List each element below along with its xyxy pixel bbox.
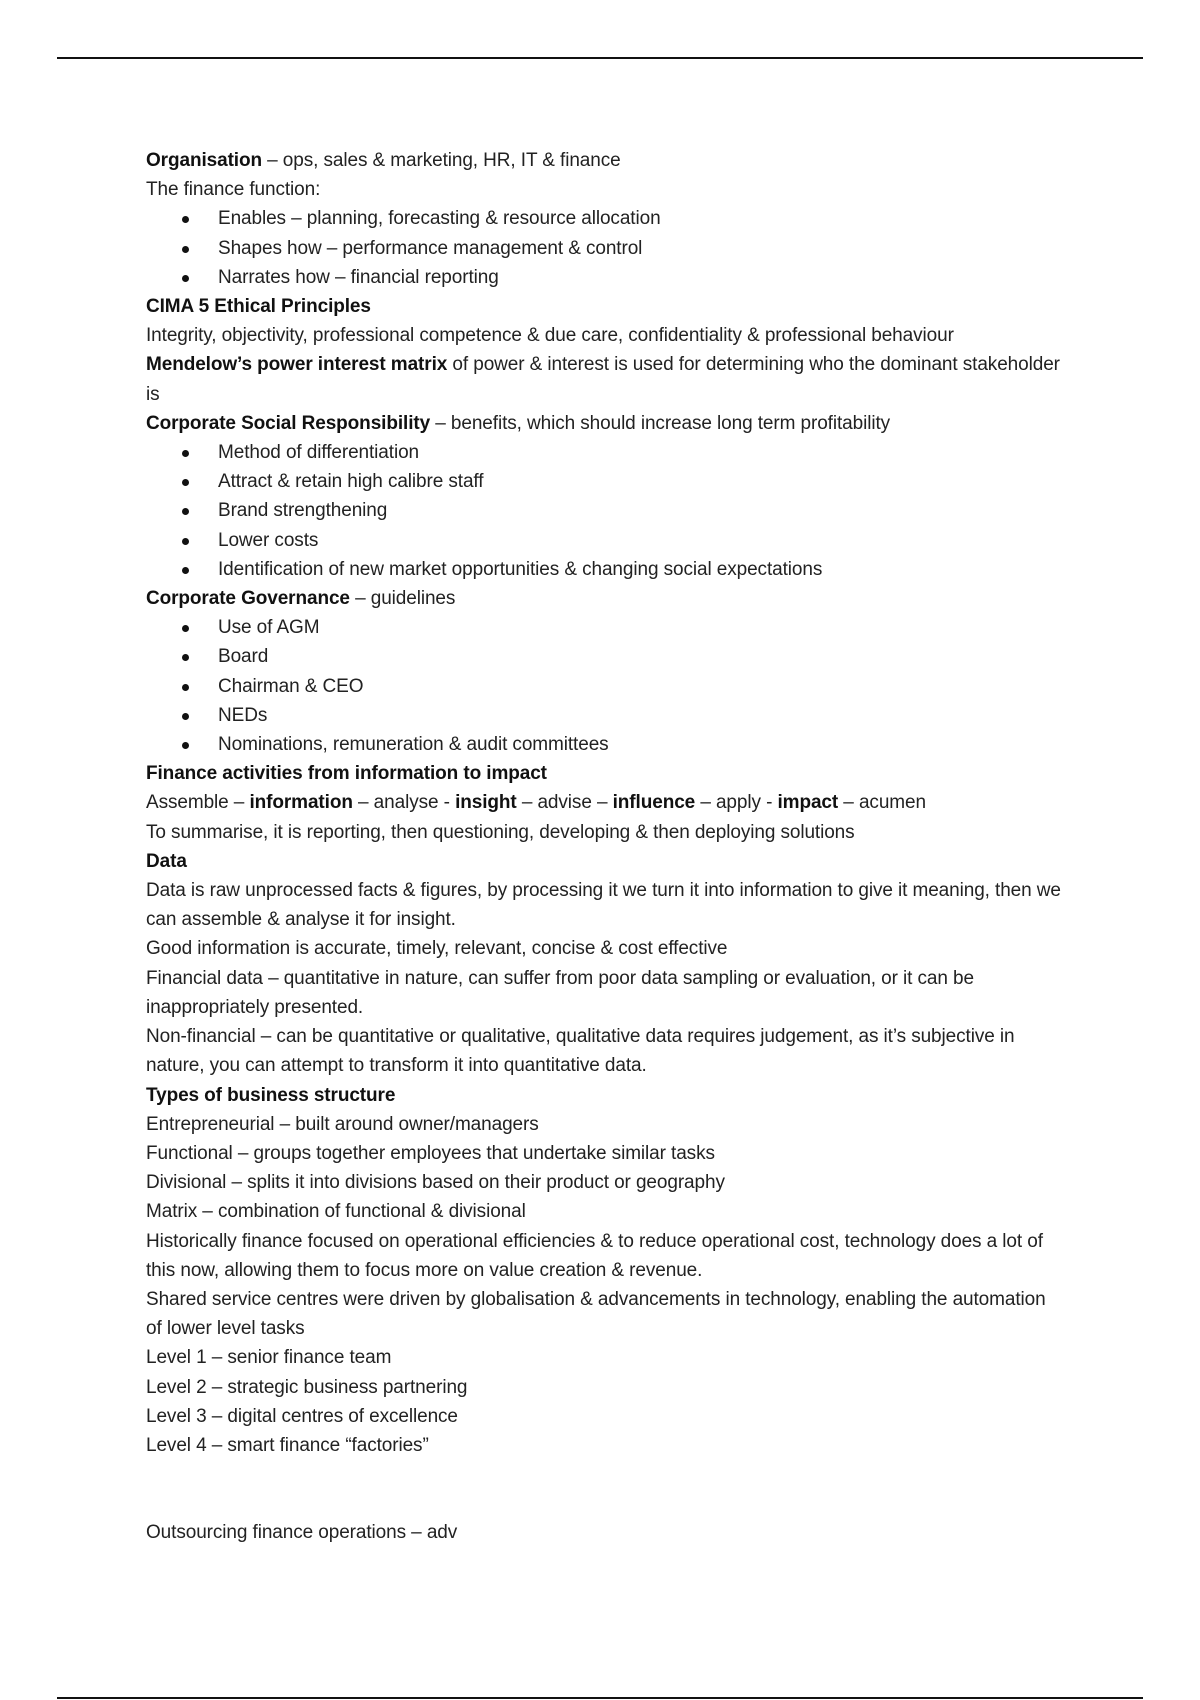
mendelow-text: of power & interest is used for determining who the dominant stakeholder is: [146, 354, 1060, 405]
structure-paragraph: Divisional – splits it into divisions based on their product or geography: [146, 1172, 725, 1194]
governance-list: [146, 613, 1066, 759]
ethics-text: Integrity, objectivity, professional competence & due care, confidentiality & professional behaviour: [146, 325, 954, 347]
bullet-icon: [182, 713, 189, 720]
bottom-rule: [57, 1697, 1143, 1699]
organisation-heading: Organisation: [146, 150, 262, 171]
list-item: Use of AGM: [146, 613, 1066, 642]
bullet-icon: [182, 538, 189, 545]
mendelow-heading: Mendelow’s power interest matrix: [146, 354, 448, 376]
csr-text: – benefits, which should increase long term profitability: [430, 412, 891, 434]
governance-text: – guidelines: [349, 588, 456, 610]
bullet-icon: [182, 246, 189, 253]
top-rule: [57, 57, 1143, 59]
data-paragraph: Financial data – quantitative in nature, can suffer from poor data sampling or evaluation, or it can be inappropriately presented.: [146, 967, 974, 1018]
structure-paragraph: Entrepreneurial – built around owner/managers: [146, 1113, 539, 1135]
governance-heading: Corporate Governance: [146, 588, 350, 610]
bullet-icon: [182, 654, 189, 661]
list-item: Brand strengthening: [146, 496, 1066, 525]
structure-heading: Types of business structure: [146, 1084, 396, 1106]
structure-paragraph: Matrix – combination of functional & divisional: [146, 1201, 526, 1223]
data-paragraph: Non-financial – can be quantitative or qualitative, qualitative data requires judgement, as it’s subjective in nature, you can attempt to transform it into quantitative data.: [146, 1026, 1015, 1077]
finance-activities-chain: Assemble – information – analyse - insight – advise – influence – apply - impact – acumen: [146, 792, 926, 814]
bullet-icon: [182, 567, 189, 574]
list-item: Identification of new market opportunities & changing social expectations: [146, 555, 1066, 584]
bullet-icon: [182, 625, 189, 632]
list-item: Narrates how – financial reporting: [146, 263, 1066, 292]
finance-function-intro: The finance function:: [146, 179, 321, 201]
data-paragraph: Data is raw unprocessed facts & figures, by processing it we turn it into information to give it meaning, then we can assemble & analyse it for insight.: [146, 880, 1061, 931]
list-item: Enables – planning, forecasting & resource allocation: [146, 204, 1066, 233]
structure-paragraph: Level 3 – digital centres of excellence: [146, 1405, 458, 1427]
structure-paragraph: Level 1 – senior finance team: [146, 1347, 392, 1369]
csr-list: [146, 438, 1066, 584]
governance-line: [146, 584, 1066, 613]
list-item: NEDs: [146, 701, 1066, 730]
data-heading: Data: [146, 850, 187, 872]
list-item: Attract & retain high calibre staff: [146, 467, 1066, 496]
bullet-icon: [182, 684, 189, 691]
ethics-heading: CIMA 5 Ethical Principles: [146, 296, 371, 318]
list-item: Nominations, remuneration & audit committees: [146, 730, 1066, 759]
finance-function-list: [146, 204, 1066, 292]
bullet-icon: [182, 275, 189, 282]
bullet-icon: [182, 742, 189, 749]
mendelow-paragraph: [146, 350, 1066, 408]
structure-paragraph: Shared service centres were driven by globalisation & advancements in technology, enabling the automation of lower level tasks: [146, 1288, 1046, 1340]
structure-paragraph: Functional – groups together employees that undertake similar tasks: [146, 1142, 715, 1164]
finance-activities-heading: Finance activities from information to impact: [146, 763, 547, 785]
organisation-line: [146, 146, 1066, 175]
spacer: [146, 1460, 1066, 1518]
csr-line: [146, 409, 1066, 438]
organisation-text: – ops, sales & marketing, HR, IT & finance: [261, 150, 621, 171]
list-item: Method of differentiation: [146, 438, 1066, 467]
bullet-icon: [182, 508, 189, 515]
list-item: Shapes how – performance management & control: [146, 234, 1066, 263]
list-item: Board: [146, 642, 1066, 671]
bullet-icon: [182, 216, 189, 223]
list-item: Lower costs: [146, 526, 1066, 555]
list-item: Chairman & CEO: [146, 672, 1066, 701]
document-body: [146, 146, 1066, 1547]
structure-paragraph: Level 2 – strategic business partnering: [146, 1376, 468, 1398]
structure-paragraph: Historically finance focused on operational efficiencies & to reduce operational cost, technology does a lot of this now, allowing them to focus more on value creation & revenue.: [146, 1230, 1043, 1281]
structure-paragraph: Level 4 – smart finance “factories”: [146, 1434, 429, 1456]
finance-activities-summary: To summarise, it is reporting, then questioning, developing & then deploying solutions: [146, 821, 855, 843]
bullet-icon: [182, 479, 189, 486]
outsourcing-line: Outsourcing finance operations – adv: [146, 1522, 458, 1544]
data-paragraph: Good information is accurate, timely, relevant, concise & cost effective: [146, 938, 728, 960]
csr-heading: Corporate Social Responsibility: [146, 412, 431, 434]
bullet-icon: [182, 450, 189, 457]
